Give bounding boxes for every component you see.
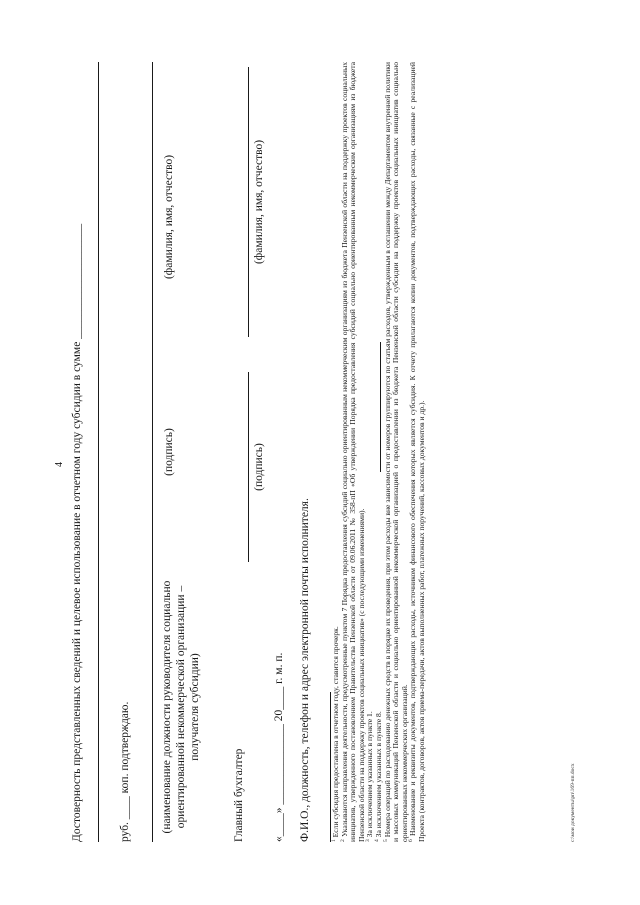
footnote-1: $^1$ Если субсидия предоставлена в отчетном году, ставится прочерк. [331, 626, 340, 842]
footnote-3: $^3$ За исключением указанных в пункте 1. [365, 711, 375, 842]
performer-line: Ф.И.О., должность, телефон и адрес электронной почты исполнителя. [299, 498, 311, 842]
chief-accountant-label: Главный бухгалтер [233, 748, 245, 842]
head-signature-label: (подпись) [163, 428, 175, 476]
statement-text: Достоверность представленных сведений и целевое использование в отчетном году субсидии в сумме ____________________ [71, 223, 83, 842]
file-path: c:\мои документы\рп\169-пп.docx [570, 763, 576, 842]
date-line: «____» ______________ 20____ г. м. п. [273, 652, 285, 842]
footnote-2: $^2$ Указываются направления деятельности, предусмотренные пунктом 7 Порядка предоставления субсидий социально ориентированным некоммерческим организациям из бюджета Пензенской области на поддержку проектов социальных инициатив, утвержденного постановлением Правительства Пензенской области от 09.06.2011 № 358-пП «Об утверждении Порядка предоставления субсидий социально ориентированным некоммерческим организациям из бюджета Пензенской области на поддержку проектов социальных инициатив» (с последующими изменениями). [339, 62, 366, 842]
statement-rub-line: руб. ____ коп. подтверждаю. [119, 701, 131, 842]
accountant-name-label: (фамилия, имя, отчество) [253, 139, 265, 265]
head-line [152, 62, 153, 842]
footnote-6: $^6$ Наименование и реквизиты документов, подтверждающих расходы, источником финансового обеспечения которых является субсидия. К отчету прилагаются копии документов, подтверждающих расходы, связанные с реализацией Проекта (контрактов, договоров, актов приема-передачи, актов выполненных работ, платежных поручений, кассовых документов и др.). [408, 62, 426, 842]
footnotes-block [332, 62, 427, 842]
page-number: 4 [54, 462, 65, 467]
footnote-5: $^5$ Номера операций по расходованию денежных средств в порядке их проведения, при этом расходы вне зависимости от номеров группируются по статьям расходов, утвержденным в соглашении между Департаментом внутренней политики и массовых коммуникаций Пензенской области и социально ориентированной некоммерческой организацией о предоставлении из бюджета Пензенской области субсидии на поддержку проектов социальных инициатив социально ориентированных некоммерческих организаций. [382, 62, 409, 842]
accountant-signature-label: (подпись) [253, 443, 265, 491]
footnote-4: $^4$ За исключением указанных в пункте 8. [373, 711, 383, 842]
rotated-form-sheet [30, 42, 610, 862]
accountant-signature-line [248, 372, 249, 562]
amount-line [98, 62, 99, 842]
accountant-name-line [248, 67, 249, 337]
head-name-label: (фамилия, имя, отчество) [163, 154, 175, 280]
head-position-label: (наименование должности руководителя социально ориентированной некоммерческой организации – получателя субсидии) [161, 580, 201, 834]
